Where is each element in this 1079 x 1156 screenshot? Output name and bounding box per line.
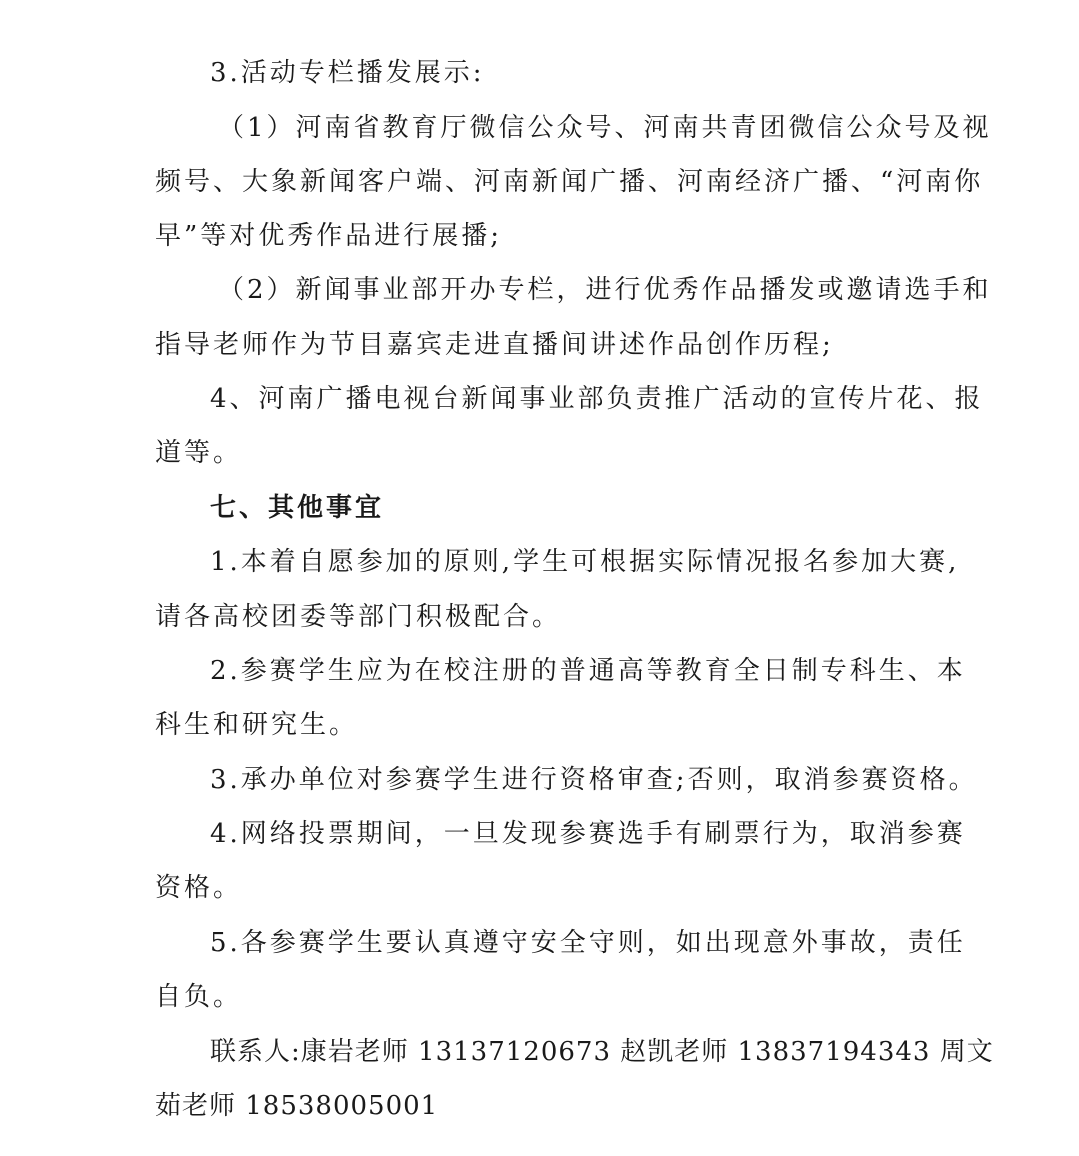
paragraph-line-voting-end: 资格。 bbox=[155, 873, 243, 903]
paragraph-line-safety-end: 自负。 bbox=[155, 982, 243, 1012]
paragraph-line-promotion-start: 4、河南广播电视台新闻事业部负责推广活动的宣传片花、报 bbox=[210, 384, 984, 414]
paragraph-line-item-2-end: 指导老师作为节目嘉宾走进直播间讲述作品创作历程; bbox=[155, 330, 834, 360]
paragraph-line-item-2-start: （2）新闻事业部开办专栏，进行优秀作品播发或邀请选手和 bbox=[218, 275, 992, 305]
contact-line-end: 茹老师 18538005001 bbox=[155, 1091, 439, 1121]
contact-line-start: 联系人:康岩老师 13137120673 赵凯老师 13837194343 周文 bbox=[210, 1037, 994, 1067]
paragraph-line-safety-start: 5.各参赛学生要认真遵守安全守则，如出现意外事故，责任 bbox=[210, 928, 966, 958]
paragraph-line-qualification-review: 3.承办单位对参赛学生进行资格审查;否则，取消参赛资格。 bbox=[210, 765, 978, 795]
paragraph-line-item-1-middle: 频号、大象新闻客户端、河南新闻广播、河南经济广播、“河南你 bbox=[155, 167, 984, 197]
section-heading-other-matters: 七、其他事宜 bbox=[210, 493, 385, 523]
paragraph-line-activity-column: 3.活动专栏播发展示: bbox=[210, 58, 485, 88]
paragraph-line-promotion-end: 道等。 bbox=[155, 438, 243, 468]
paragraph-line-item-1-start: （1）河南省教育厅微信公众号、河南共青团微信公众号及视 bbox=[218, 113, 992, 143]
paragraph-line-item-1-end: 早”等对优秀作品进行展播; bbox=[155, 221, 503, 251]
paragraph-line-voting-start: 4.网络投票期间，一旦发现参赛选手有刷票行为，取消参赛 bbox=[210, 819, 966, 849]
paragraph-line-eligibility-start: 2.参赛学生应为在校注册的普通高等教育全日制专科生、本 bbox=[210, 656, 966, 686]
paragraph-line-eligibility-end: 科生和研究生。 bbox=[155, 710, 359, 740]
paragraph-line-voluntary-start: 1.本着自愿参加的原则,学生可根据实际情况报名参加大赛, bbox=[210, 547, 960, 577]
paragraph-line-voluntary-end: 请各高校团委等部门积极配合。 bbox=[155, 602, 562, 632]
